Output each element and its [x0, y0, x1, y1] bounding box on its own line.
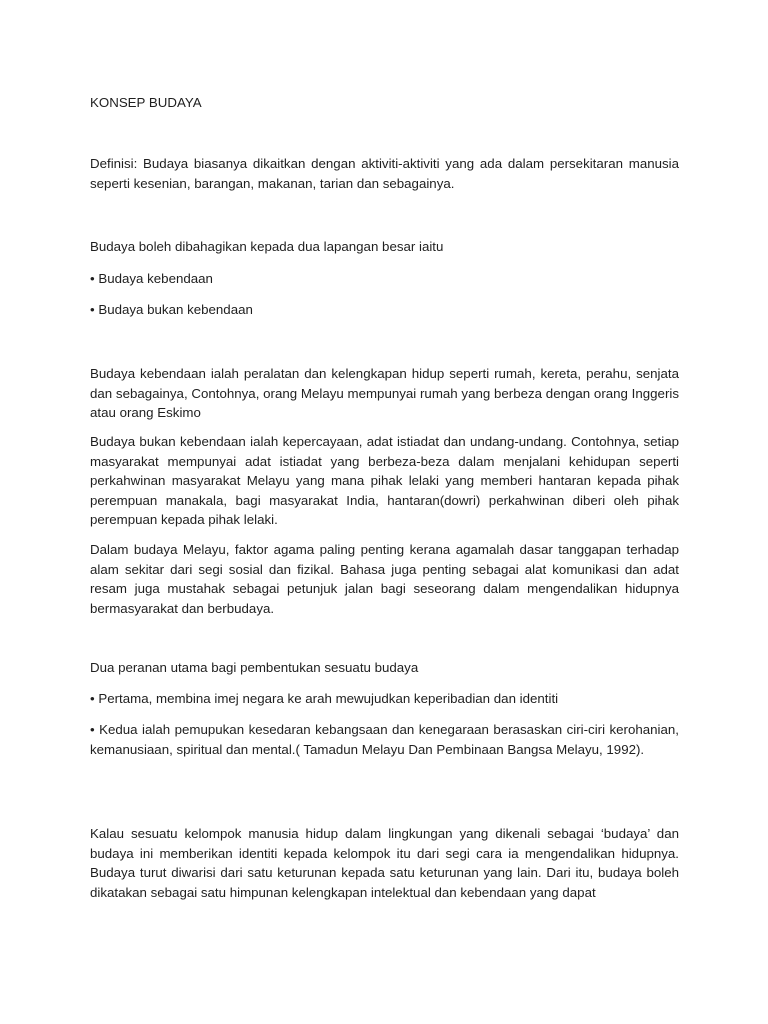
- document-title: KONSEP BUDAYA: [90, 95, 202, 110]
- roles-item-second: • Kedua ialah pemupukan kesedaran kebangsaan dan kenegaraan berasaskan ciri-ciri kerohanian, kemanusiaan, spiritual dan mental.( Tamadun Melayu Dan Pembinaan Bangsa Melayu, 1992).: [90, 722, 679, 757]
- material-culture-paragraph: Budaya kebendaan ialah peralatan dan kelengkapan hidup seperti rumah, kereta, perahu, senjata dan sebagainya, Contohnya, orang Melayu mempunyai rumah yang berbeza dengan orang Inggeris atau orang Eskimo: [90, 366, 679, 420]
- division-item-non-material: • Budaya bukan kebendaan: [90, 302, 253, 317]
- malay-culture-paragraph: Dalam budaya Melayu, faktor agama paling penting kerana agamalah dasar tanggapan terhadap alam sekitar dari segi sosial dan fizikal. Bahasa juga penting sebagai alat komunikasi dan adat resam juga mustahak sebagai petunjuk jalan bagi seseorang dalam mengendalikan hidupnya bermasyarakat dan berbudaya.: [90, 542, 679, 616]
- closing-paragraph: Kalau sesuatu kelompok manusia hidup dalam lingkungan yang dikenali sebagai ‘budaya’ dan budaya ini memberikan identiti kepada kelompok itu dari segi cara ia mengendalikan hidupnya. Budaya turut diwarisi dari satu keturunan kepada satu keturunan yang lain. Dari itu, budaya boleh dikatakan sebagai satu himpunan kelengkapan intelektual dan kebendaan yang dapat: [90, 826, 679, 900]
- division-item-material: • Budaya kebendaan: [90, 271, 213, 286]
- roles-item-first: • Pertama, membina imej negara ke arah mewujudkan keperibadian dan identiti: [90, 691, 559, 706]
- roles-intro: Dua peranan utama bagi pembentukan sesuatu budaya: [90, 660, 419, 675]
- non-material-culture-paragraph: Budaya bukan kebendaan ialah kepercayaan, adat istiadat dan undang-undang. Contohnya, setiap masyarakat mempunyai adat istiadat yang berbeza-beza dalam menjalani kehidupan seperti perkahwinan masyarakat Melayu yang mana pihak lelaki yang memberi hantaran kepada pihak perempuan manakala, bagi masyarakat India, hantaran(dowri) perkahwinan diberi oleh pihak perempuan kepada pihak lelaki.: [90, 434, 679, 527]
- division-intro: Budaya boleh dibahagikan kepada dua lapangan besar iaitu: [90, 239, 444, 254]
- definition-paragraph: Definisi: Budaya biasanya dikaitkan dengan aktiviti-aktiviti yang ada dalam persekitaran manusia seperti kesenian, barangan, makanan, tarian dan sebagainya.: [90, 156, 679, 191]
